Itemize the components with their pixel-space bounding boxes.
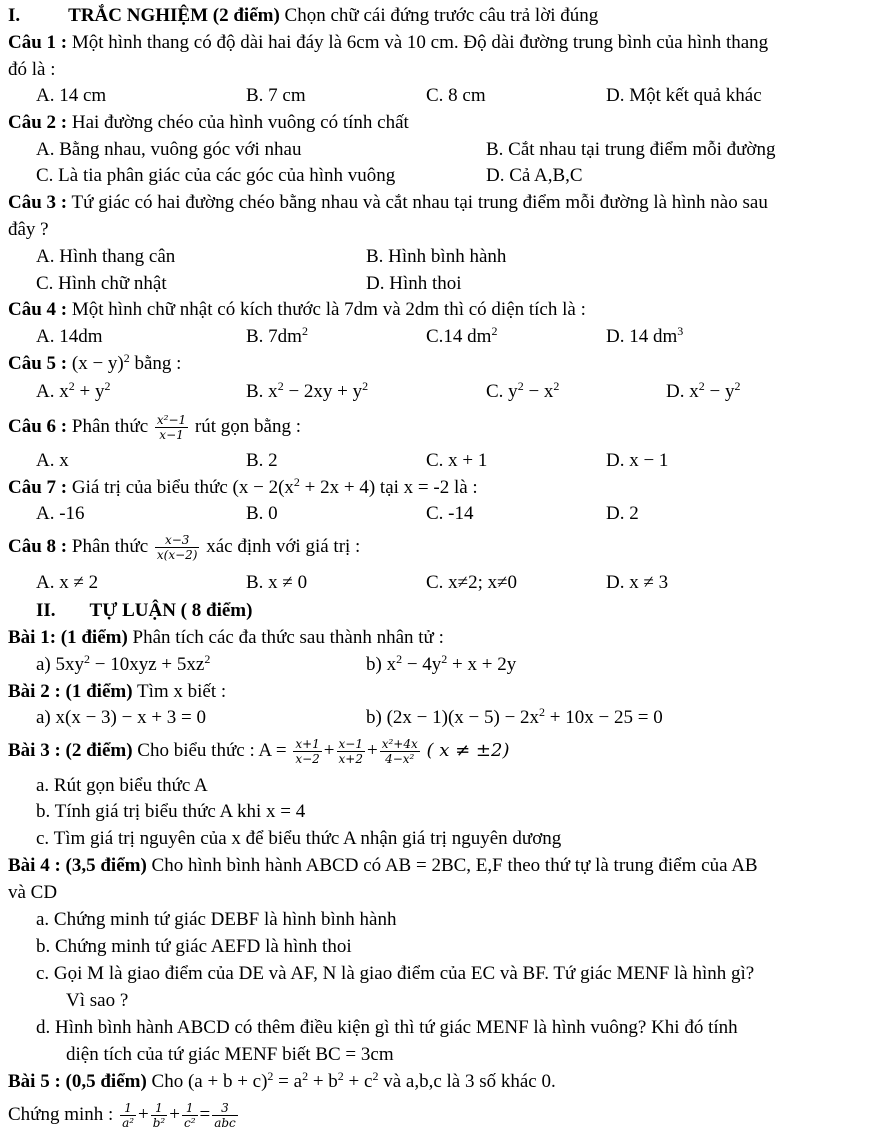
bai5-frac1-den: a² [122,1116,135,1131]
q1-option-b: B. 7 cm [246,85,306,106]
bai2-part-a: a) x(x − 3) − x + 3 = 0 [36,707,207,728]
bai3-points: (2 điểm) [65,740,133,761]
bai2-points: (1 điểm) [65,681,133,702]
bai3-frac-1 [293,737,321,766]
q7-option-d: D. 2 [606,503,639,524]
bai5-prove [8,1098,240,1132]
question-5 [8,352,181,376]
bai5-frac3-den: c² [183,1116,196,1131]
bai4-points: (3,5 điểm) [65,855,147,876]
bai1-part-a [36,653,210,677]
q5-option-c [486,380,559,404]
q5-b-part2: − 2xy + y [283,381,363,402]
q4-text: Một hình chữ nhật có kích thước là 7dm và 2dm thì có diện tích là : [71,299,586,320]
bai3-pre: Cho biểu thức : A = [137,740,287,761]
bai5-sup-3: 2 [337,1069,344,1083]
bai1-a-sup1: 2 [84,652,91,666]
q3-text-cont: đây ? [8,219,49,240]
q3-option-c: C. Hình chữ nhật [36,273,167,294]
q4-option-b [246,325,308,349]
q4-option-c-sup: 2 [491,324,498,338]
q5-text: bằng : [129,353,182,374]
q6-frac-num: x²−1 [156,413,187,428]
bai5-frac3-num: 1 [182,1101,198,1116]
bai4-part-d-cont: diện tích của tứ giác MENF biết BC = 3cm [66,1044,394,1065]
bai2-text: Tìm x biết : [136,681,227,702]
bai2-b-pre: b) (2x − 1)(x − 5) − 2x [366,707,540,728]
q5-c-sup1: 2 [517,379,524,393]
bai3-plus-1: + [323,740,335,761]
q7-label: Câu 7 : [8,477,68,498]
q6-pre: Phân thức [71,416,149,437]
q4-option-b-sup: 2 [301,324,308,338]
bai3-plus-2: + [366,740,378,761]
bai5-points: (0,5 điểm) [65,1071,147,1092]
bai5-frac-2 [151,1101,168,1130]
bai5-plus-2: + [169,1104,180,1125]
bai4-text: Cho hình bình hành ABCD có AB = 2BC, E,F theo thứ tự là trung điểm của AB [151,855,758,876]
bai1-a-sup2: 2 [204,652,211,666]
bai5-result-den: abc [214,1116,236,1131]
q4-option-d [606,325,683,349]
q3-option-d: D. Hình thoi [366,273,462,294]
q5-option-b [246,380,368,404]
q4-option-b-text: B. 7dm [246,326,302,347]
q6-frac-den: x−1 [159,428,184,443]
bai5-plus-1: + [138,1104,149,1125]
bai1-points: (1 điểm) [60,627,128,648]
part2-header [36,599,252,623]
q2-option-d: D. Cả A,B,C [486,165,583,186]
q8-fraction [155,533,200,562]
bai1-label: Bài 1: [8,627,57,648]
q7-pre: Giá trị của biểu thức (x − 2(x [71,477,294,498]
q4-option-c [426,325,497,349]
q5-c-part2: − x [523,381,554,402]
bai4-part-c-cont: Vì sao ? [66,990,129,1011]
q1-option-a: A. 14 cm [36,85,107,106]
part1-number: I. [8,5,21,26]
q8-option-c: C. x≠2; x≠0 [426,572,518,593]
bai-5 [8,1070,556,1094]
bai3-condition: ( x ≠ ±2) [426,740,510,761]
q5-c-sup2: 2 [553,379,560,393]
part1-title: TRẮC NGHIỆM (2 điểm) [68,5,280,26]
q1-text: Một hình thang có độ dài hai đáy là 6cm và 10 cm. Độ dài đường trung bình của hình thang [71,32,769,53]
q5-d-part2: − y [704,381,735,402]
bai1-b-mid: − 4y [402,654,442,675]
bai3-part-b: b. Tính giá trị biểu thức A khi x = 4 [36,801,306,822]
bai1-text: Phân tích các đa thức sau thành nhân tử : [132,627,444,648]
bai5-sup-4: 2 [372,1069,379,1083]
bai4-label: Bài 4 : [8,855,61,876]
q7-post: + 2x + 4) tại x = -2 là : [299,477,478,498]
bai3-label: Bài 3 : [8,740,61,761]
bai3-frac2-num: x−1 [338,737,363,752]
bai3-frac3-den: 4−x² [385,752,415,767]
question-7 [8,476,478,500]
bai1-a-mid: − 10xyz + 5xz [90,654,205,675]
bai5-post: và a,b,c là 3 số khác 0. [378,1071,556,1092]
q1-option-d: D. Một kết quả khác [606,85,762,106]
bai2-part-b [366,706,663,730]
q7-option-a: A. -16 [36,503,85,524]
q2-option-c: C. Là tia phân giác của các góc của hình vuông [36,165,396,186]
bai4-part-a: a. Chứng minh tứ giác DEBF là hình bình hành [36,909,397,930]
q6-option-a: A. x [36,450,69,471]
bai1-b-sup2: 2 [441,652,448,666]
q4-option-d-sup: 3 [677,324,684,338]
bai3-frac-3 [380,737,420,766]
bai2-b-sup: 2 [539,705,546,719]
bai5-equals: = [199,1104,211,1125]
q8-frac-num: x−3 [155,533,200,548]
q3-label: Câu 3 : [8,192,68,213]
q5-a-part1: A. x [36,381,69,402]
part1-header [8,4,598,28]
q6-option-c: C. x + 1 [426,450,488,471]
bai4-part-c: c. Gọi M là giao điểm của DE và AF, N là giao điểm của EC và BF. Tứ giác MENF là hình gì? [36,963,755,984]
q4-option-a: A. 14dm [36,326,103,347]
q5-c-part1: C. y [486,381,518,402]
q7-option-c: C. -14 [426,503,474,524]
q1-option-c: C. 8 cm [426,85,486,106]
q5-option-a [36,380,110,404]
bai4-text-cont: và CD [8,882,58,903]
bai5-frac2-num: 1 [151,1101,168,1116]
q3-text: Tứ giác có hai đường chéo bằng nhau và cắt nhau tại trung điểm mỗi đường là hình nào sau [71,192,768,213]
q8-label: Câu 8 : [8,536,68,557]
bai-1 [8,626,444,650]
bai1-part-b [366,653,516,677]
q3-option-b: B. Hình bình hành [366,246,507,267]
q4-label: Câu 4 : [8,299,68,320]
q5-option-d [666,380,740,404]
bai5-frac1-num: 1 [120,1101,136,1116]
bai4-part-d: d. Hình bình hành ABCD có thêm điều kiện gì thì tứ giác MENF là hình vuông? Khi đó tính [36,1017,738,1038]
q6-fraction [155,413,188,442]
q8-pre: Phân thức [71,536,149,557]
bai3-frac1-num: x+1 [295,737,320,752]
part2-number: II. [36,600,56,621]
bai3-frac3-num: x²+4x [381,737,418,752]
bai5-sup-2: 2 [302,1069,309,1083]
bai5-sup-1: 2 [267,1069,274,1083]
q5-d-sup1: 2 [698,379,705,393]
q5-a-sup1: 2 [68,379,75,393]
q5-expr: (x − y) [71,353,124,374]
q6-post: rút gọn bằng : [194,416,301,437]
question-3 [8,191,768,215]
question-2 [8,111,409,135]
q6-option-d: D. x − 1 [606,450,669,471]
q6-option-b: B. 2 [246,450,278,471]
q8-frac-den: x(x−2) [156,548,198,563]
q1-text-cont: đó là : [8,59,56,80]
q5-b-sup2: 2 [362,379,369,393]
q5-a-sup2: 2 [104,379,111,393]
question-1 [8,31,768,55]
q6-label: Câu 6 : [8,416,68,437]
q5-b-sup1: 2 [277,379,284,393]
q5-expr-sup: 2 [123,351,130,365]
q4-option-c-text: C.14 dm [426,326,492,347]
bai5-frac-3 [182,1101,198,1130]
bai3-frac1-den: x−2 [295,752,320,767]
q2-text: Hai đường chéo của hình vuông có tính chất [71,112,409,133]
bai-2 [8,680,226,704]
q5-a-part2: + y [74,381,105,402]
bai5-mid: = a [273,1071,303,1092]
q8-option-b: B. x ≠ 0 [246,572,308,593]
bai4-part-b: b. Chứng minh tứ giác AEFD là hình thoi [36,936,352,957]
bai5-mid2: + b [308,1071,338,1092]
bai1-b-post: + x + 2y [447,654,517,675]
question-8 [8,532,360,562]
bai2-label: Bài 2 : [8,681,61,702]
part1-instruction: Chọn chữ cái đứng trước câu trả lời đúng [284,5,599,26]
bai-3 [8,734,509,768]
bai-4 [8,854,758,878]
q7-sup: 2 [293,475,300,489]
q5-label: Câu 5 : [8,353,68,374]
question-4 [8,298,586,322]
bai2-b-post: + 10x − 25 = 0 [545,707,663,728]
bai5-label: Bài 5 : [8,1071,61,1092]
bai5-frac-1 [120,1101,136,1130]
q8-option-d: D. x ≠ 3 [606,572,669,593]
bai1-a-pre: a) 5xy [36,654,85,675]
bai1-b-pre: b) x [366,654,397,675]
bai3-frac2-den: x+2 [338,752,363,767]
q3-option-a: A. Hình thang cân [36,246,176,267]
q5-d-part1: D. x [666,381,699,402]
bai3-part-a: a. Rút gọn biểu thức A [36,775,208,796]
bai5-prove-label: Chứng minh : [8,1104,114,1125]
bai1-b-sup1: 2 [396,652,403,666]
q5-d-sup2: 2 [734,379,741,393]
q8-post: xác định với giá trị : [206,536,361,557]
bai3-part-c: c. Tìm giá trị nguyên của x để biểu thức A nhận giá trị nguyên dương [36,828,562,849]
q2-option-a: A. Bằng nhau, vuông góc với nhau [36,139,302,160]
bai5-pre: Cho (a + b + c) [151,1071,268,1092]
bai5-frac-result [212,1101,238,1130]
bai5-mid3: + c [343,1071,373,1092]
bai3-frac-2 [337,737,365,766]
q5-b-part1: B. x [246,381,278,402]
q2-label: Câu 2 : [8,112,68,133]
bai5-result-num: 3 [212,1101,238,1116]
q1-label: Câu 1 : [8,32,68,53]
q7-option-b: B. 0 [246,503,278,524]
q4-option-d-text: D. 14 dm [606,326,678,347]
q2-option-b: B. Cắt nhau tại trung điểm mỗi đường [486,139,776,160]
part2-title: TỰ LUẬN ( 8 điểm) [89,600,253,621]
q8-option-a: A. x ≠ 2 [36,572,99,593]
question-6 [8,412,301,442]
bai5-frac2-den: b² [152,1116,166,1131]
